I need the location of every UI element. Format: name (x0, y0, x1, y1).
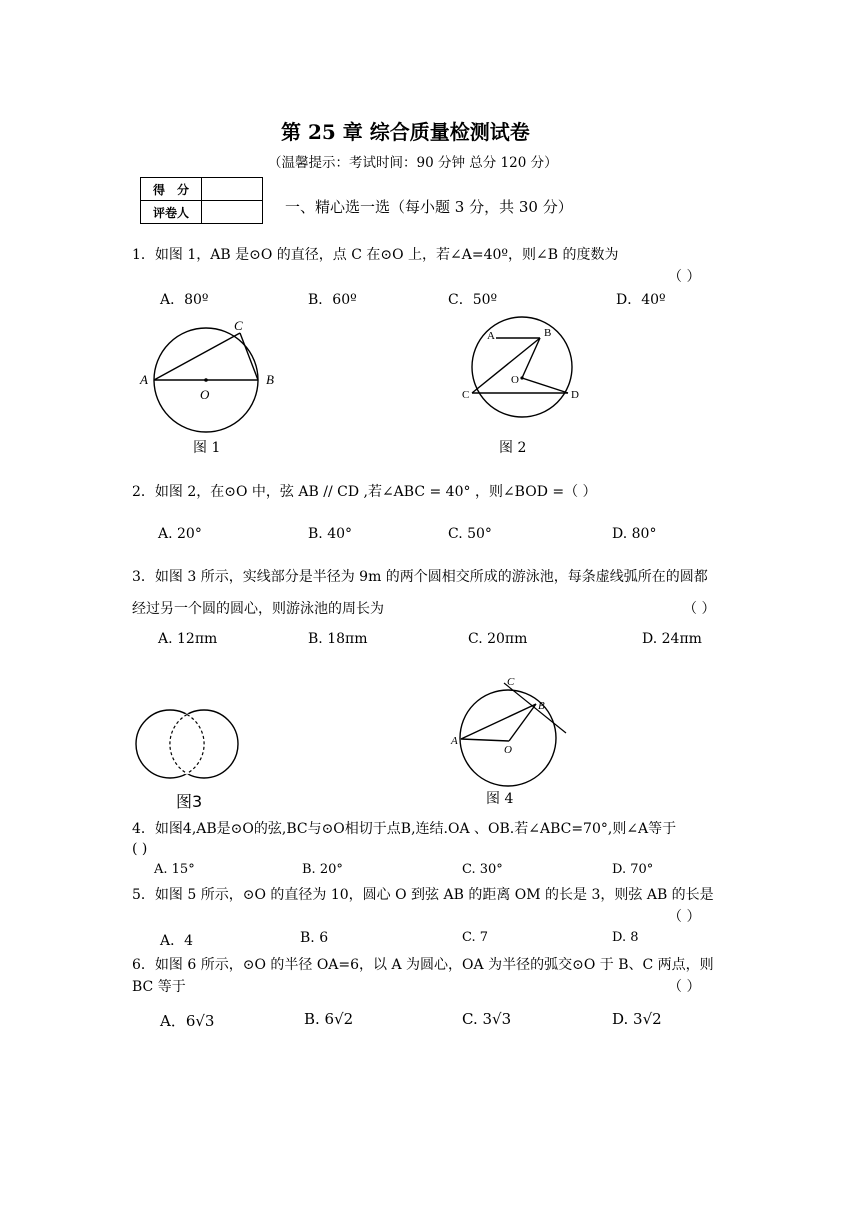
question-2-option-a: A. 20° (158, 526, 202, 542)
question-3-option-c: C. 20πm (468, 631, 528, 647)
question-3-option-a: A. 12πm (158, 631, 218, 647)
question-1-option-a: A．80º (160, 292, 209, 308)
question-4-option-c: C. 30° (462, 862, 503, 877)
question-1-option-b: B．60º (308, 292, 357, 308)
question-2-stem: 2．如图 2，在⊙O 中，弦 AB // CD ,若∠ABC = 40° ，则∠BOD =（ ） (132, 484, 597, 500)
figure-1-caption: 图 1 (193, 440, 221, 456)
fig1-label-o: O (200, 387, 210, 402)
question-3-stem-line2: 经过另一个圆的圆心，则游泳池的周长为 (132, 601, 384, 617)
fig1-label-b: B (266, 372, 274, 387)
question-6-option-d: D. 3√2 (612, 1010, 662, 1028)
question-5-stem: 5．如图 5 所示，⊙O 的直径为 10，圆心 O 到弦 AB 的距离 OM 的长是 3，则弦 AB 的长是 (132, 887, 714, 903)
fig1-label-c: C (234, 318, 243, 333)
question-6-stem-line2: BC 等于 (132, 979, 186, 995)
grader-label: 评卷人 (141, 201, 202, 224)
question-4-stem-line1: 4．如图4,AB是⊙O的弦,BC与⊙O相切于点B,连结.OA 、OB.若∠ABC=70°,则∠A等于 (132, 821, 677, 837)
fig4-chord-ab (461, 704, 536, 739)
question-4-option-a: A. 15° (154, 862, 195, 877)
question-4-option-b: B. 20° (302, 862, 343, 877)
question-5-option-b: B. 6 (300, 930, 329, 946)
fig4-label-b: B (538, 700, 545, 712)
question-5-option-d: D. 8 (612, 930, 639, 945)
question-1-option-d: D．40º (616, 292, 666, 308)
question-6-stem-line1: 6．如图 6 所示，⊙O 的半径 OA=6，以 A 为圆心，OA 为半径的弧交⊙O 于 B、C 两点，则 (132, 957, 714, 973)
figure-2-caption: 图 2 (499, 440, 527, 456)
question-3-option-d: D. 24πm (642, 631, 702, 647)
question-3-answer-paren: （ ） (683, 601, 716, 617)
score-label: 得 分 (141, 178, 202, 201)
question-5-option-c: C. 7 (462, 930, 489, 945)
fig2-label-c: C (462, 389, 470, 401)
fig4-label-c: C (507, 676, 515, 688)
question-4-stem-line2: ( ) (132, 841, 148, 857)
figure-4-caption: 图 4 (486, 791, 514, 807)
fig2-label-a: A (487, 330, 495, 342)
question-2-option-c: C. 50° (448, 526, 492, 542)
question-3-stem-line1: 3．如图 3 所示，实线部分是半径为 9m 的两个圆相交所成的游泳池，每条虚线弧所在的圆都 (132, 569, 708, 585)
fig1-label-a: A (140, 372, 148, 387)
question-6-answer-paren: （ ） (668, 979, 701, 995)
question-5-answer-paren: （ ） (668, 909, 701, 925)
page-subtitle: （温馨提示：考试时间：90 分钟 总分 120 分） (268, 155, 558, 171)
fig4-label-o: O (504, 744, 512, 756)
fig2-label-b: B (544, 327, 552, 339)
page-title: 第 25 章 综合质量检测试卷 (281, 120, 530, 144)
question-1-answer-paren: （ ） (668, 269, 701, 285)
question-6-option-b: B. 6√2 (304, 1010, 354, 1028)
fig4-label-a: A (451, 735, 458, 747)
question-6-option-c: C. 3√3 (462, 1010, 512, 1028)
section-title: 一、精心选一选（每小题 3 分，共 30 分） (285, 198, 573, 216)
question-3-option-b: B. 18πm (308, 631, 368, 647)
question-6-option-a: A．6√3 (160, 1012, 215, 1030)
question-5-option-a: A．4 (160, 933, 194, 949)
question-2-option-d: D. 80° (612, 526, 657, 542)
question-1-stem: 1．如图 1，AB 是⊙O 的直径，点 C 在⊙O 上，若∠A=40º，则∠B 的度数为 (132, 247, 619, 263)
fig2-label-o: O (511, 374, 519, 386)
question-2-option-b: B. 40° (308, 526, 353, 542)
fig4-radius-oa (461, 739, 509, 741)
fig2-label-d: D (571, 389, 579, 401)
question-1-option-c: C．50º (448, 292, 498, 308)
question-4-option-d: D. 70° (612, 862, 654, 877)
fig4-tangent-bc (504, 683, 566, 733)
figure-3-caption: 图3 (176, 792, 203, 811)
